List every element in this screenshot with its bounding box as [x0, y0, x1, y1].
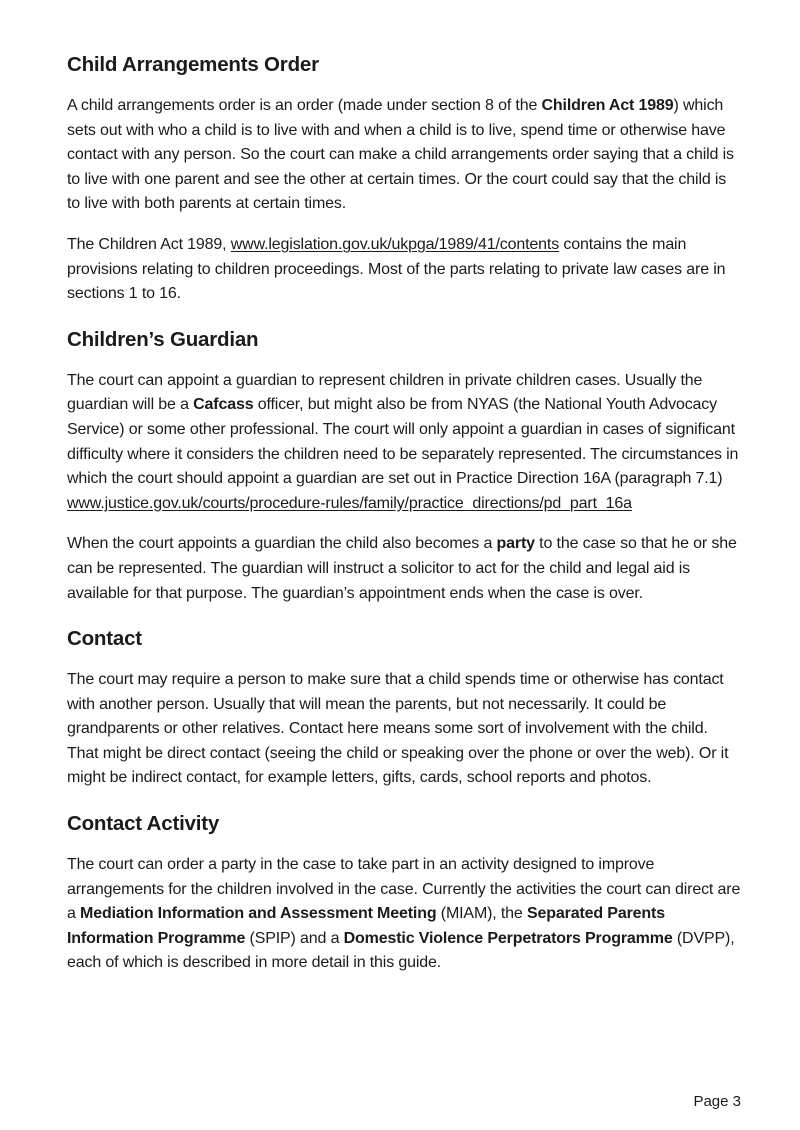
hyperlink[interactable]: www.legislation.gov.uk/ukpga/1989/41/contents — [230, 235, 560, 253]
bold-text: Mediation Information and Assessment Meeting — [80, 905, 437, 923]
paragraph — [67, 94, 743, 217]
paragraph — [67, 369, 743, 517]
text-run: The Children Act 1989, — [67, 235, 231, 253]
page-number: Page 3 — [693, 1093, 741, 1110]
text-run: The court can appoint a guardian to represent children in private children cases. Usually the guardian will be a — [67, 371, 703, 414]
section-heading: Contact Activity — [67, 812, 220, 836]
text-run: (SPIP) and a — [245, 929, 344, 947]
bold-text: Cafcass — [193, 396, 254, 414]
paragraph — [67, 853, 743, 976]
text-run: contains the main provisions relating to children proceedings. Most of the parts relating to private law cases are in sections 1 to 16. — [67, 235, 726, 303]
bold-text: party — [496, 535, 535, 553]
bold-text: Children Act 1989 — [541, 97, 674, 114]
text-run: The court may require a person to make sure that a child spends time or otherwise has contact with another person. Usually that will mean the parents, but not necessarily. It could be grandparents or other relatives. Contact here means some sort of involvement with the child. That might be direct contact (seeing the child or speaking over the phone or over the web). Or it might be indirect contact, for example letters, gifts, cards, school reports and photos. — [67, 671, 729, 787]
text-run: (DVPP), each of which is described in more detail in this guide. — [67, 929, 735, 972]
text-run: ) which sets out with who a child is to live with and when a child is to live, spend time or otherwise have contact with any person. So the court can make a child arrangements order saying that a child is to live with one parent and see the other at certain times. Or the court could say that the child is to live with both parents at certain times. — [67, 97, 734, 213]
section-heading: Contact — [67, 627, 142, 651]
bold-text: Separated Parents Information Programme — [67, 905, 665, 947]
page-footer — [693, 1092, 741, 1111]
text-run: When the court appoints a guardian the child also becomes a — [67, 535, 497, 553]
paragraph — [67, 668, 743, 791]
hyperlink[interactable]: www.justice.gov.uk/courts/procedure-rules/family/practice_directions/pd_part_16a — [67, 494, 632, 512]
section-heading: Children’s Guardian — [67, 327, 259, 351]
text-run: officer, but might also be from NYAS (the National Youth Advocacy Service) or some other professional. The court will only appoint a guardian in cases of significant difficulty where it considers the children need to be separately represented. The circumstances in which the court should appoint a guardian are set out in Practice Direction 16A (paragraph 7.1) — [67, 396, 739, 488]
document-content — [67, 52, 743, 992]
paragraph — [67, 532, 743, 606]
bold-text: Domestic Violence Perpetrators Programme — [343, 929, 673, 947]
section-heading: Child Arrangements Order — [67, 53, 319, 76]
text-run: The court can order a party in the case to take part in an activity designed to improve arrangements for the children involved in the case. Currently the activities the court can direct are a — [67, 856, 741, 923]
text-run: A child arrangements order is an order (made under section 8 of the — [67, 97, 542, 114]
text-run: to the case so that he or she can be represented. The guardian will instruct a solicitor to act for the child and legal aid is available for that purpose. The guardian’s appointment ends when the case is over. — [67, 535, 737, 602]
text-run: (MIAM), the — [436, 905, 527, 923]
paragraph — [67, 233, 743, 307]
